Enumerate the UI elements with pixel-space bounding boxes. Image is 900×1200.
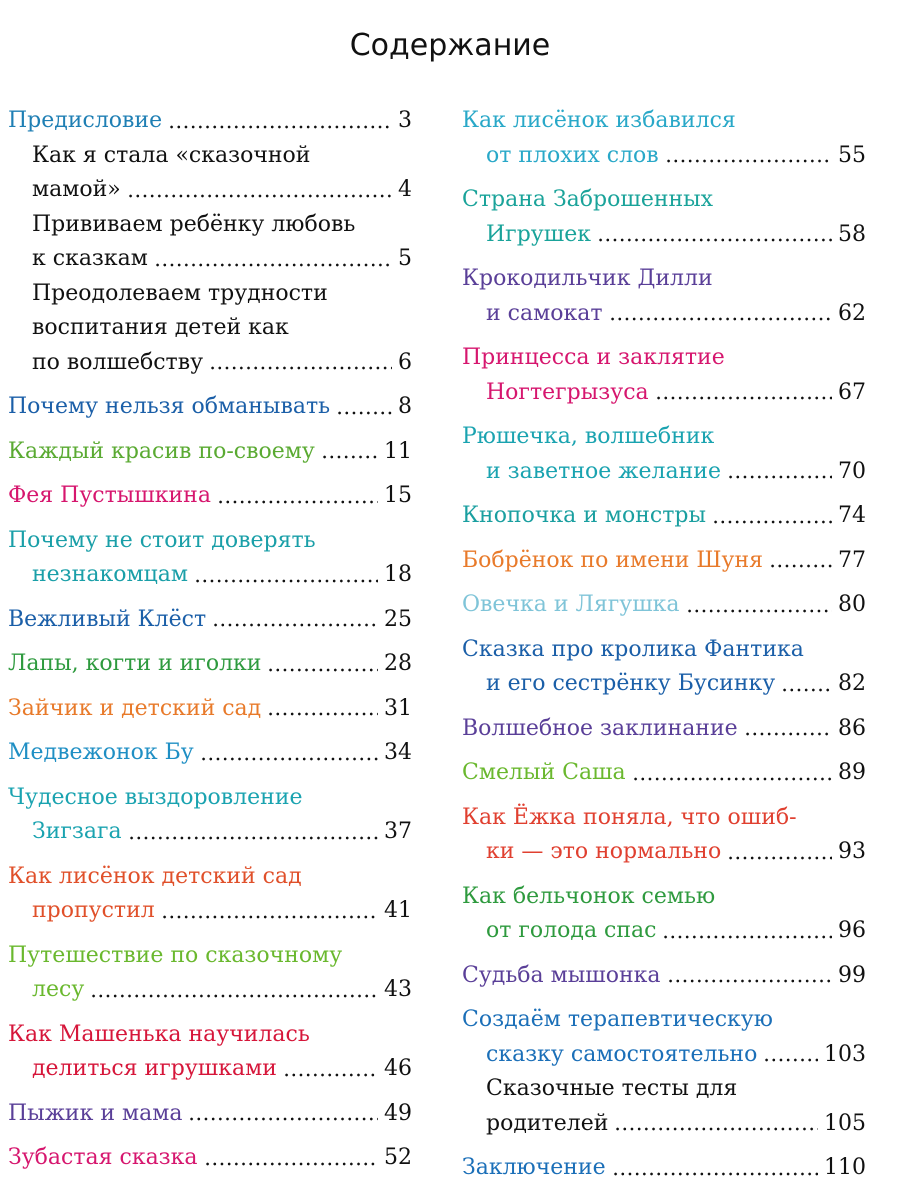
dot-leader bbox=[212, 623, 378, 627]
toc-entry bbox=[8, 860, 412, 929]
toc-page-number: 55 bbox=[838, 142, 866, 168]
dot-leader bbox=[763, 1058, 818, 1062]
toc-page-number: 105 bbox=[824, 1110, 866, 1136]
toc-page-number: 82 bbox=[838, 671, 866, 696]
toc-page-number: 96 bbox=[838, 918, 866, 943]
dot-leader bbox=[217, 500, 378, 504]
toc-page-number: 3 bbox=[398, 108, 412, 133]
toc-entry-title: и его сестрёнку Бусинку bbox=[486, 671, 776, 696]
toc-page-number: 28 bbox=[384, 651, 412, 676]
toc-page-number: 25 bbox=[384, 606, 412, 632]
dot-leader bbox=[321, 455, 378, 459]
dot-leader bbox=[612, 1172, 818, 1176]
toc-entry bbox=[462, 959, 866, 994]
toc-entry bbox=[8, 139, 412, 208]
toc-entry-title: родителей bbox=[486, 1110, 609, 1136]
toc-left-column bbox=[8, 104, 412, 1176]
dot-leader bbox=[727, 856, 832, 860]
toc-entry bbox=[8, 1141, 412, 1176]
toc-entry bbox=[8, 435, 412, 470]
toc-right-column bbox=[462, 104, 866, 1186]
toc-page-number: 74 bbox=[838, 503, 866, 528]
toc-entry-title: Чудесное выздоровление bbox=[8, 784, 303, 810]
toc-entry-title: Лапы, когти и иголки bbox=[8, 651, 262, 676]
toc-entry bbox=[8, 939, 412, 1008]
toc-page-number: 31 bbox=[384, 695, 412, 721]
dot-leader bbox=[127, 194, 392, 198]
toc-entry bbox=[462, 544, 866, 579]
toc-page-number: 77 bbox=[838, 547, 866, 573]
toc-entry bbox=[462, 262, 866, 331]
toc-entry bbox=[8, 479, 412, 514]
toc-entry bbox=[462, 588, 866, 623]
toc-entry-title: Как лисёнок избавился bbox=[462, 108, 736, 133]
toc-entry-title: Судьба мышонка bbox=[462, 962, 661, 988]
dot-leader bbox=[744, 732, 832, 736]
toc-page-number: 4 bbox=[398, 177, 412, 202]
dot-leader bbox=[90, 994, 378, 998]
toc-entry-title: Путешествие по сказочному bbox=[8, 942, 343, 968]
toc-entry-title: Крокодильчик Дилли bbox=[462, 266, 713, 291]
toc-page-number: 67 bbox=[838, 379, 866, 405]
toc-entry-title: Сказка про кролика Фантика bbox=[462, 636, 804, 662]
toc-page-number: 89 bbox=[838, 760, 866, 785]
toc-page-number: 43 bbox=[384, 977, 412, 1002]
toc-entry-title: Сказочные тесты для bbox=[486, 1076, 738, 1101]
toc-page-number: 99 bbox=[838, 962, 866, 988]
dot-leader bbox=[597, 238, 832, 242]
dot-leader bbox=[154, 263, 392, 267]
toc-entry-title: Страна Заброшенных bbox=[462, 187, 714, 212]
toc-entry-title: Медвежонок Бу bbox=[8, 740, 194, 765]
toc-page-number: 18 bbox=[384, 562, 412, 587]
dot-leader bbox=[727, 475, 832, 479]
toc-entry-title: Кнопочка и монстры bbox=[462, 503, 707, 528]
toc-entry bbox=[462, 801, 866, 870]
toc-entry bbox=[8, 277, 412, 381]
toc-entry bbox=[462, 1072, 866, 1141]
toc-entry-title: Почему нельзя обманывать bbox=[8, 394, 331, 419]
toc-entry bbox=[8, 781, 412, 850]
dot-leader bbox=[209, 366, 392, 370]
toc-entry-title: Почему не стоит доверять bbox=[8, 527, 316, 553]
dot-leader bbox=[662, 935, 832, 939]
toc-page-number: 110 bbox=[824, 1155, 866, 1180]
toc-entry-title: и заветное желание bbox=[486, 458, 721, 484]
toc-entry bbox=[8, 208, 412, 277]
toc-entry-title: Зигзага bbox=[32, 819, 122, 844]
toc-entry-title: Принцесса и заклятие bbox=[462, 345, 725, 370]
toc-entry bbox=[462, 104, 866, 173]
toc-page-number: 62 bbox=[838, 300, 866, 326]
toc-entry-title: Зайчик и детский сад bbox=[8, 695, 262, 721]
toc-entry-title: Волшебное заклинание bbox=[462, 715, 738, 741]
toc-entry-title: Бобрёнок по имени Шуня bbox=[462, 547, 764, 573]
dot-leader bbox=[168, 125, 392, 129]
toc-entry-title: от плохих слов bbox=[486, 142, 659, 168]
dot-leader bbox=[686, 609, 832, 613]
toc-entry-title: мамой» bbox=[32, 177, 121, 202]
dot-leader bbox=[781, 688, 832, 692]
toc-entry bbox=[8, 524, 412, 593]
toc-page-number: 70 bbox=[838, 458, 866, 484]
toc-entry bbox=[8, 390, 412, 425]
toc-entry bbox=[8, 104, 412, 139]
toc-entry-title: Как лисёнок детский сад bbox=[8, 863, 302, 889]
toc-entry-title: Каждый красив по-своему bbox=[8, 438, 315, 464]
toc-page-number: 5 bbox=[398, 246, 412, 271]
toc-entry-title: Овечка и Лягушка bbox=[462, 592, 680, 617]
toc-entry-title: и самокат bbox=[486, 300, 603, 326]
toc-entry bbox=[462, 183, 866, 252]
toc-entry-title: Преодолеваем трудности bbox=[32, 280, 328, 306]
toc-entry bbox=[462, 341, 866, 410]
toc-page-number: 52 bbox=[384, 1145, 412, 1170]
toc-page-number: 34 bbox=[384, 740, 412, 765]
dot-leader bbox=[267, 712, 378, 716]
page-title: Содержание bbox=[349, 28, 551, 63]
toc-entry-title: Игрушек bbox=[486, 221, 591, 247]
toc-page-number: 46 bbox=[384, 1056, 412, 1081]
toc-entry-title: Пыжик и мама bbox=[8, 1100, 183, 1126]
toc-page-number: 49 bbox=[384, 1100, 412, 1126]
toc-page-number: 80 bbox=[838, 592, 866, 617]
dot-leader bbox=[200, 757, 378, 761]
toc-entry-title: воспитания детей как bbox=[32, 315, 289, 340]
dot-leader bbox=[655, 396, 832, 400]
dot-leader bbox=[769, 564, 832, 568]
dot-leader bbox=[128, 836, 378, 840]
toc-entry bbox=[8, 692, 412, 727]
toc-entry-title: по волшебству bbox=[32, 349, 204, 375]
toc-entry bbox=[462, 420, 866, 489]
toc-entry-title: Ногтегрызуса bbox=[486, 379, 649, 405]
dot-leader bbox=[188, 1117, 378, 1121]
dot-leader bbox=[204, 1162, 378, 1166]
toc-page-number: 8 bbox=[398, 394, 412, 419]
toc-entry bbox=[8, 647, 412, 682]
dot-leader bbox=[614, 1127, 818, 1131]
toc-entry bbox=[462, 1003, 866, 1072]
toc-entry-title: Предисловие bbox=[8, 108, 163, 133]
toc-entry bbox=[462, 633, 866, 702]
toc-entry bbox=[462, 499, 866, 534]
toc-page-number: 37 bbox=[384, 819, 412, 844]
toc-entry bbox=[8, 736, 412, 771]
toc-page-number: 86 bbox=[838, 715, 866, 741]
dot-leader bbox=[667, 979, 832, 983]
toc-entry-title: Смелый Саша bbox=[462, 760, 626, 785]
toc-entry bbox=[462, 880, 866, 949]
toc-entry-title: сказку самостоятельно bbox=[486, 1041, 758, 1067]
dot-leader bbox=[632, 777, 832, 781]
dot-leader bbox=[194, 579, 378, 583]
toc-entry-title: Вежливый Клёст bbox=[8, 606, 207, 632]
dot-leader bbox=[267, 668, 378, 672]
toc-entry-title: Как Машенька научилась bbox=[8, 1021, 310, 1047]
toc-entry-title: пропустил bbox=[32, 898, 155, 923]
toc-entry-title: Как Ёжка поняла, что ошиб- bbox=[462, 804, 797, 830]
toc-entry bbox=[462, 756, 866, 791]
dot-leader bbox=[665, 159, 832, 163]
toc-page-number: 58 bbox=[838, 221, 866, 247]
toc-entry-title: от голода спас bbox=[486, 918, 657, 943]
dot-leader bbox=[336, 411, 392, 415]
toc-page-number: 103 bbox=[824, 1041, 866, 1067]
toc-entry-title: Заключение bbox=[462, 1155, 606, 1180]
toc-entry-title: Создаём терапевтическую bbox=[462, 1007, 773, 1032]
toc-entry-title: незнакомцам bbox=[32, 562, 188, 587]
toc-page-number: 93 bbox=[838, 839, 866, 864]
dot-leader bbox=[609, 317, 833, 321]
toc-page-number: 41 bbox=[384, 898, 412, 923]
toc-entry-title: к сказкам bbox=[32, 246, 148, 271]
toc-entry-title: Зубастая сказка bbox=[8, 1145, 198, 1170]
dot-leader bbox=[161, 915, 378, 919]
toc-entry bbox=[462, 712, 866, 747]
toc-entry-title: Как бельчонок семью bbox=[462, 883, 716, 909]
toc-entry-title: Фея Пустышкина bbox=[8, 483, 211, 508]
toc-entry-title: Прививаем ребёнку любовь bbox=[32, 211, 356, 237]
toc-entry-title: ки — это нормально bbox=[486, 839, 722, 864]
dot-leader bbox=[283, 1073, 378, 1077]
toc-entry bbox=[8, 603, 412, 638]
toc-page-number: 11 bbox=[384, 438, 412, 464]
toc-entry-title: Рюшечка, волшебник bbox=[462, 424, 715, 449]
toc-entry-title: делиться игрушками bbox=[32, 1056, 277, 1081]
toc-entry-title: лесу bbox=[32, 977, 85, 1002]
dot-leader bbox=[712, 520, 832, 524]
toc-entry bbox=[8, 1097, 412, 1132]
toc-page-number: 6 bbox=[398, 349, 412, 375]
toc-entry bbox=[8, 1018, 412, 1087]
toc-entry bbox=[462, 1151, 866, 1186]
toc-entry-title: Как я стала «сказочной bbox=[32, 142, 311, 168]
toc-page-number: 15 bbox=[384, 483, 412, 508]
